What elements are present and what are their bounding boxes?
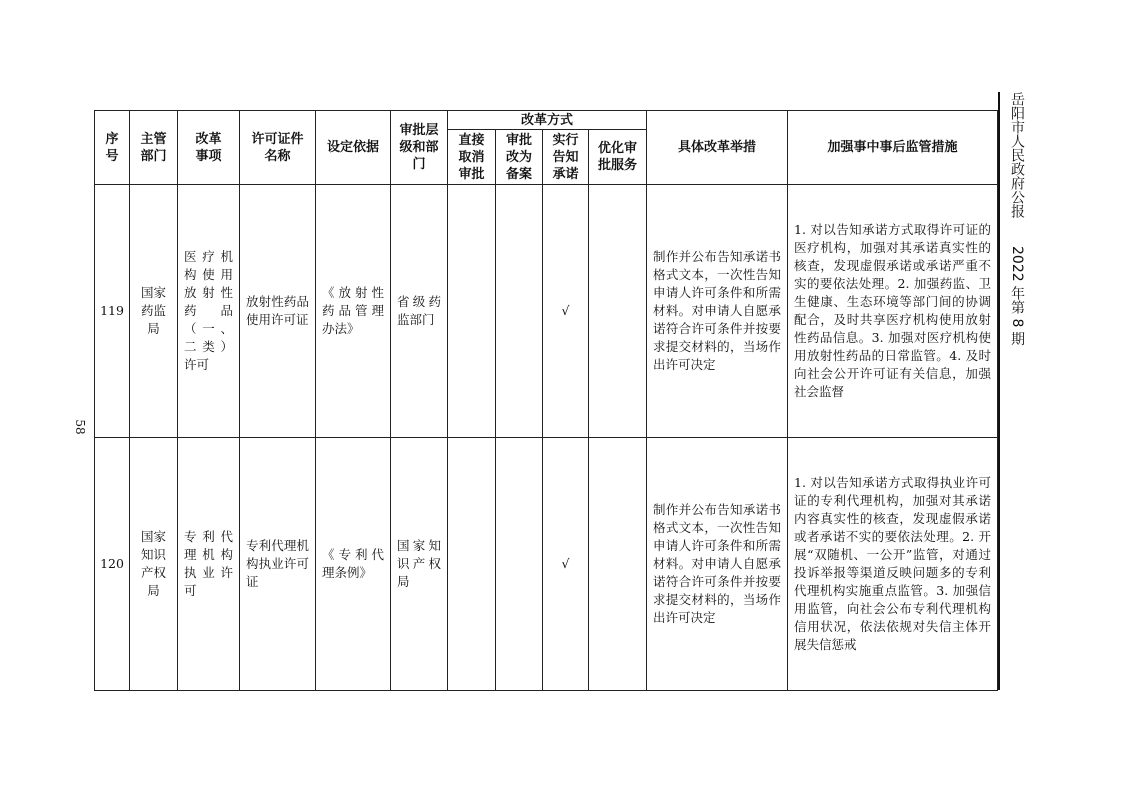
row-supervision: 1. 对以告知承诺方式取得执业许可证的专利代理机构，加强对其承诺内容真实性的核查，发现虚假承诺或者承诺不实的要依法处理。2. 开展“双随机、一公开”监管，对通过投诉举报等渠道反映问题多的专利代理机构实施重点监管。3. 加强信用监管，向社会公布专利代理机构信用状况，依法依规对失信主体开展失信惩戒 (788, 438, 998, 691)
row-license: 放射性药品使用许可证 (240, 185, 316, 438)
row-dept: 国家知识产权局 (130, 438, 178, 691)
reform-method-header: 改革方式 (448, 111, 647, 130)
table-row (95, 438, 998, 691)
row-filing (496, 438, 543, 691)
row-seq: 120 (95, 438, 130, 691)
issue-number: 2022 年第 8 期 (1009, 246, 1025, 346)
col-supervision-header: 加强事中事后监管措施 (788, 111, 998, 185)
col-dept-header: 主管部门 (130, 111, 178, 185)
reform-table (94, 110, 998, 691)
row-basis: 《专利代理条例》 (316, 438, 391, 691)
row-commitment-check: √ (543, 438, 589, 691)
row-measures: 制作并公布告知承诺书格式文本，一次性告知申请人许可条件和所需材料。对申请人自愿承诺符合许可条件并按要求提交材料的，当场作出许可决定 (647, 185, 788, 438)
row-seq: 119 (95, 185, 130, 438)
header-rule (998, 92, 1000, 690)
row-measures: 制作并公布告知承诺书格式文本，一次性告知申请人许可条件和所需材料。对申请人自愿承诺符合许可条件并按要求提交材料的，当场作出许可决定 (647, 438, 788, 691)
col-seq-header: 序号 (95, 111, 130, 185)
row-cancel (448, 185, 496, 438)
row-commitment-check: √ (543, 185, 589, 438)
row-item: 专利代理机构执业许可 (178, 438, 240, 691)
col-basis-header: 设定依据 (316, 111, 391, 185)
col-item-header: 改革事项 (178, 111, 240, 185)
row-level: 省级药监部门 (391, 185, 448, 438)
row-supervision: 1. 对以告知承诺方式取得许可证的医疗机构，加强对其承诺真实性的核查，发现虚假承诺或承诺严重不实的要依法处理。2. 加强药监、卫生健康、生态环境等部门间的协调配合，及时共享医疗机构使用放射性药品信息。3. 加强对医疗机构使用放射性药品的日常监管。4. 及时向社会公开许可证有关信息，加强社会监督 (788, 185, 998, 438)
header-row-1 (95, 111, 998, 130)
table-row (95, 185, 998, 438)
row-item: 医疗机构使用放射性药品（一、二类）许可 (178, 185, 240, 438)
row-dept: 国家药监局 (130, 185, 178, 438)
row-basis: 《放射性药品管理办法》 (316, 185, 391, 438)
col-commitment-header: 实行告知承诺 (543, 130, 589, 185)
running-header (1003, 92, 1027, 346)
row-level: 国家知识产权局 (391, 438, 448, 691)
col-measures-header: 具体改革举措 (647, 111, 788, 185)
row-filing (496, 185, 543, 438)
row-cancel (448, 438, 496, 691)
row-optimize (589, 438, 647, 691)
publication-name: 岳阳市人民政府公报 (1009, 92, 1025, 218)
col-level-header: 审批层级和部门 (391, 111, 448, 185)
col-filing-header: 审批改为备案 (496, 130, 543, 185)
col-cancel-header: 直接取消审批 (448, 130, 496, 185)
page-number: 58 (73, 419, 87, 435)
col-license-header: 许可证件名称 (240, 111, 316, 185)
row-license: 专利代理机构执业许可证 (240, 438, 316, 691)
row-optimize (589, 185, 647, 438)
col-optimize-header: 优化审批服务 (589, 130, 647, 185)
